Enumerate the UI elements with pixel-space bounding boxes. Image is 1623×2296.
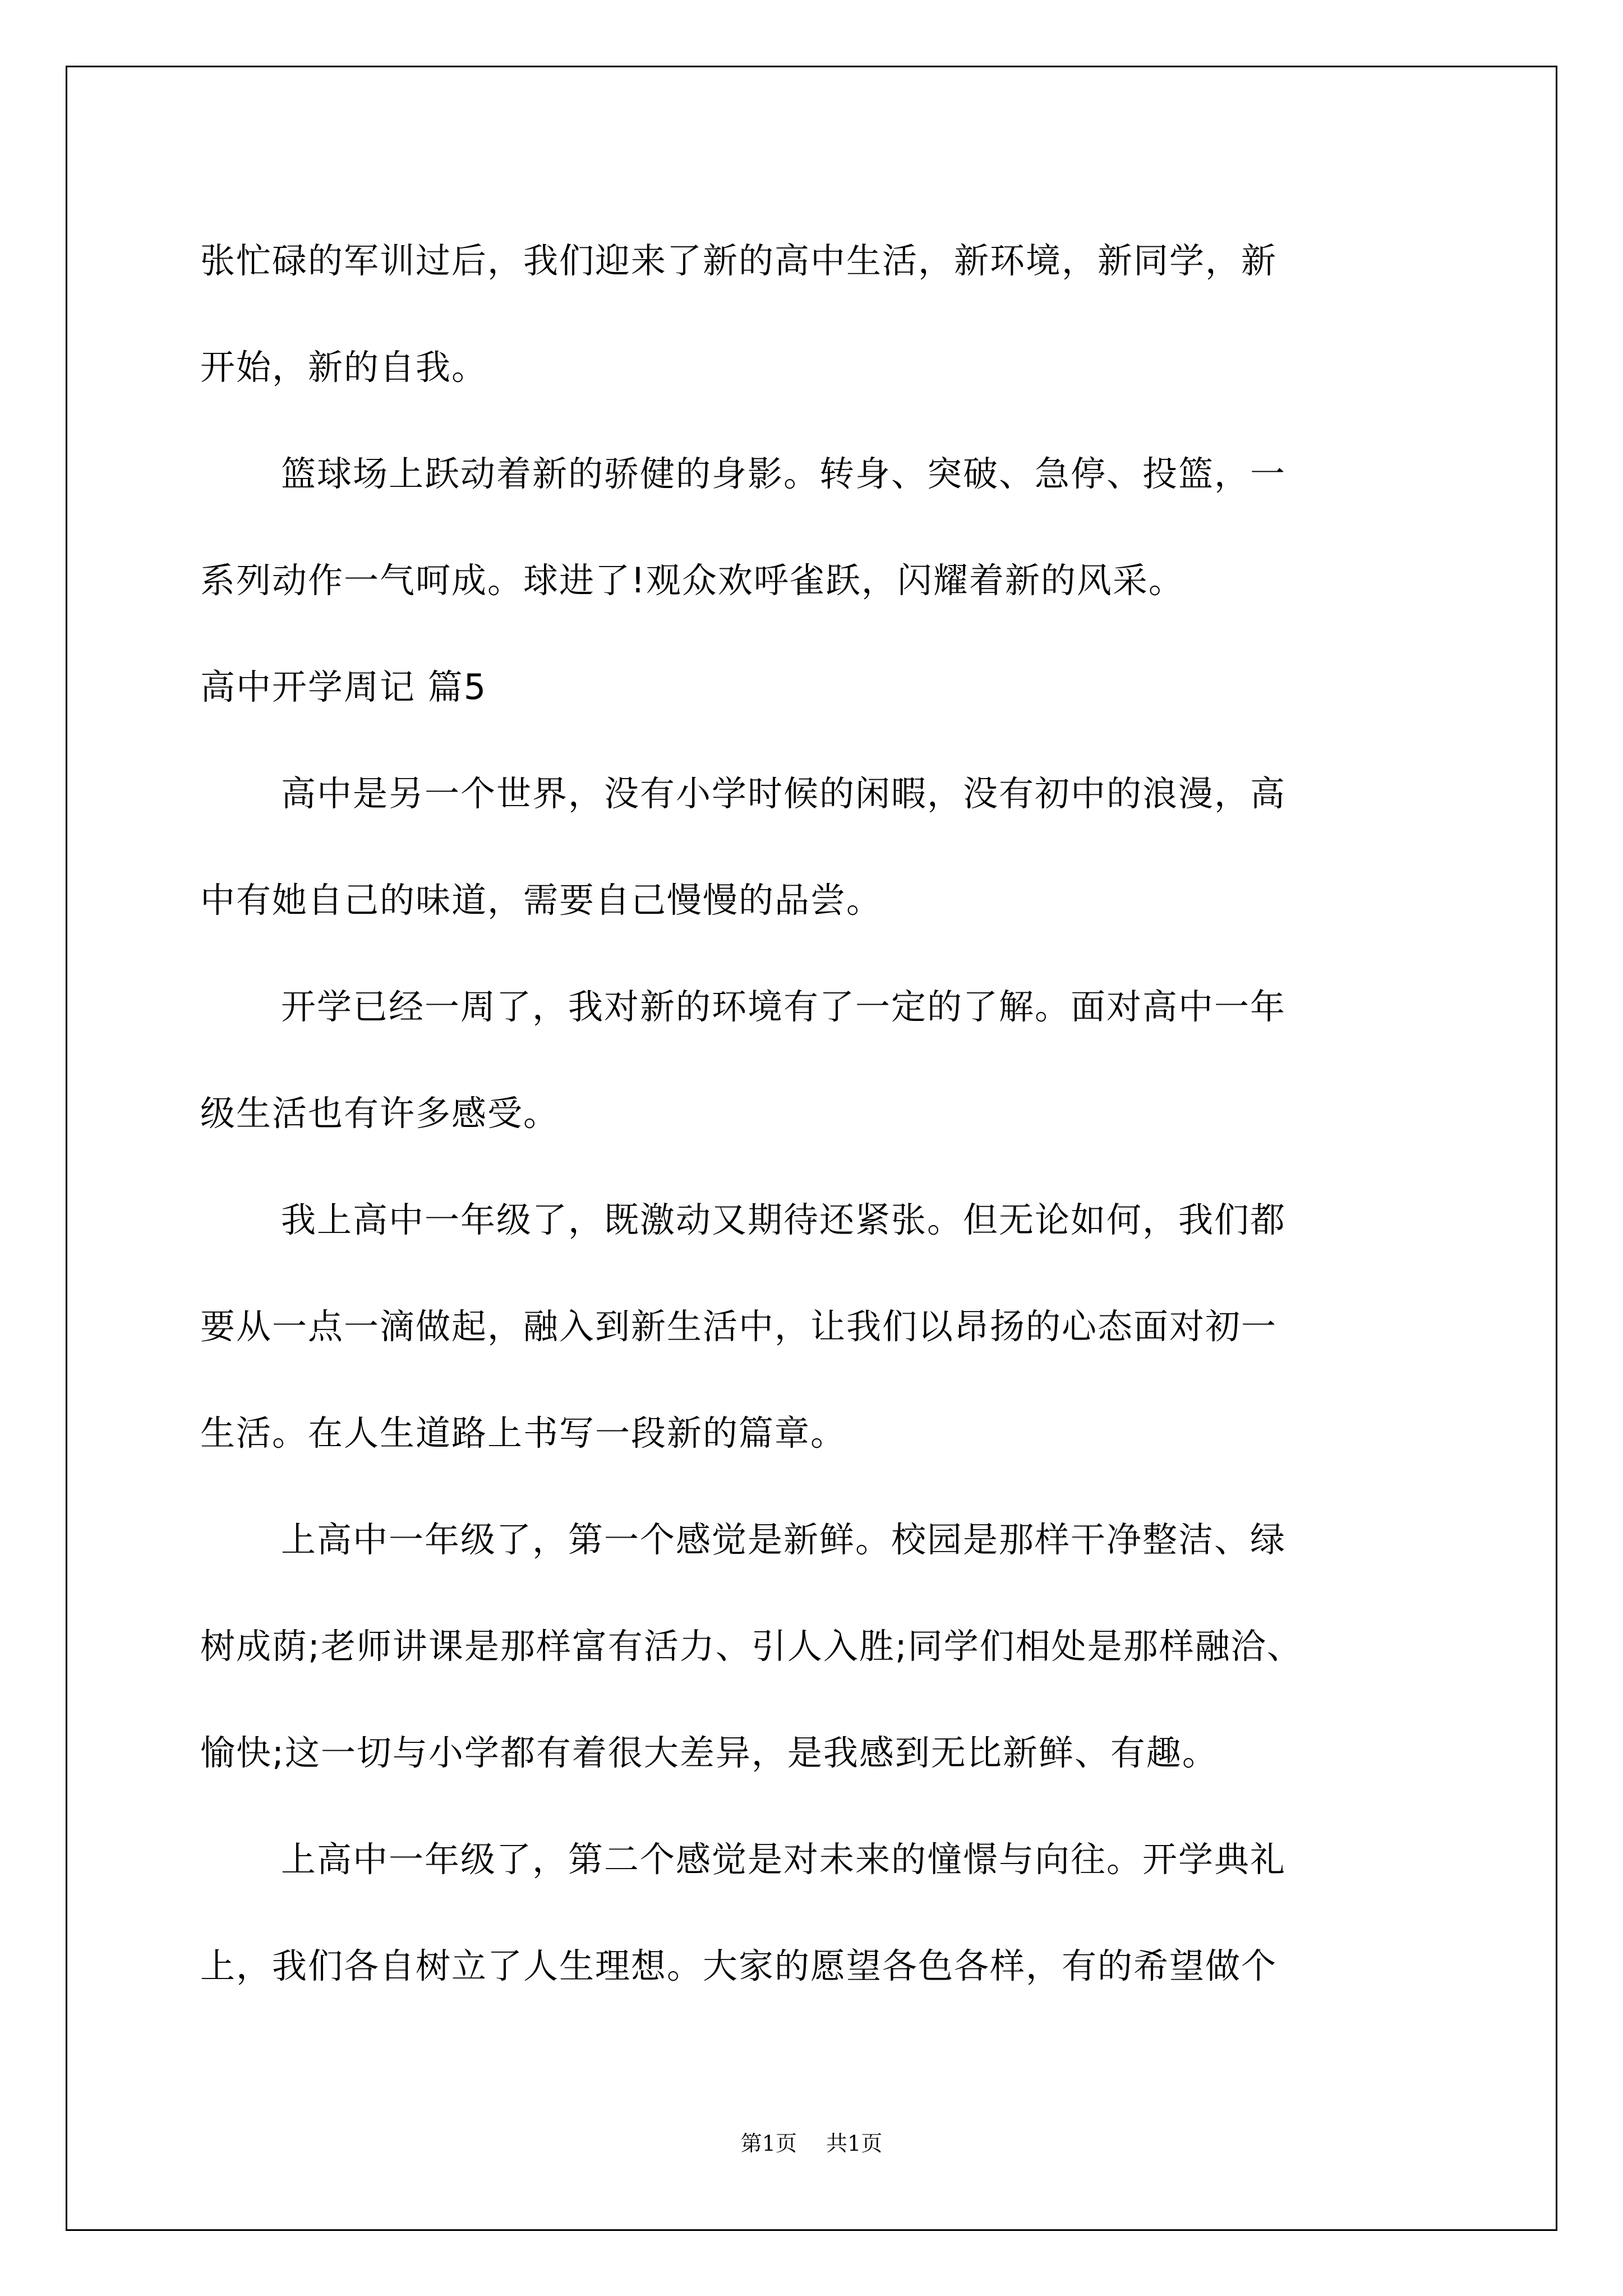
section-heading: 高中开学周记 篇5	[200, 666, 487, 707]
text-line: 系列动作一气呵成。球进了!观众欢呼雀跃，闪耀着新的风采。	[200, 560, 1184, 601]
page-number: 第1页	[740, 2131, 797, 2156]
text-line: 我上高中一年级了，既激动又期待还紧张。但无论如何，我们都	[281, 1199, 1287, 1240]
text-line: 级生活也有许多感受。	[200, 1093, 560, 1134]
text-line: 生活。在人生道路上书写一段新的篇章。	[200, 1412, 847, 1453]
page-footer	[0, 2126, 1623, 2157]
page-total: 共1页	[826, 2131, 883, 2156]
text-line: 开始，新的自我。	[200, 347, 488, 388]
text-line: 开学已经一周了，我对新的环境有了一定的了解。面对高中一年	[281, 986, 1287, 1027]
text-line: 上高中一年级了，第二个感觉是对未来的憧憬与向往。开学典礼	[281, 1839, 1287, 1880]
document-body	[200, 208, 1434, 2019]
text-line: 树成荫;老师讲课是那样富有活力、引人入胜;同学们相处是那样融洽、	[200, 1626, 1303, 1667]
text-line: 篮球场上跃动着新的骄健的身影。转身、突破、急停、投篮，一	[281, 453, 1287, 494]
text-line: 中有她自己的味道，需要自己慢慢的品尝。	[200, 880, 883, 921]
text-line: 张忙碌的军训过后，我们迎来了新的高中生活，新环境，新同学，新	[200, 240, 1278, 281]
text-line: 上高中一年级了，第一个感觉是新鲜。校园是那样干净整洁、绿	[281, 1519, 1287, 1560]
text-line: 高中是另一个世界，没有小学时候的闲暇，没有初中的浪漫，高	[281, 773, 1287, 814]
text-line: 愉快;这一切与小学都有着很大差异，是我感到无比新鲜、有趣。	[200, 1732, 1218, 1773]
text-line: 要从一点一滴做起，融入到新生活中，让我们以昂扬的心态面对初一	[200, 1306, 1278, 1347]
text-line: 上，我们各自树立了人生理想。大家的愿望各色各样，有的希望做个	[200, 1945, 1278, 1986]
